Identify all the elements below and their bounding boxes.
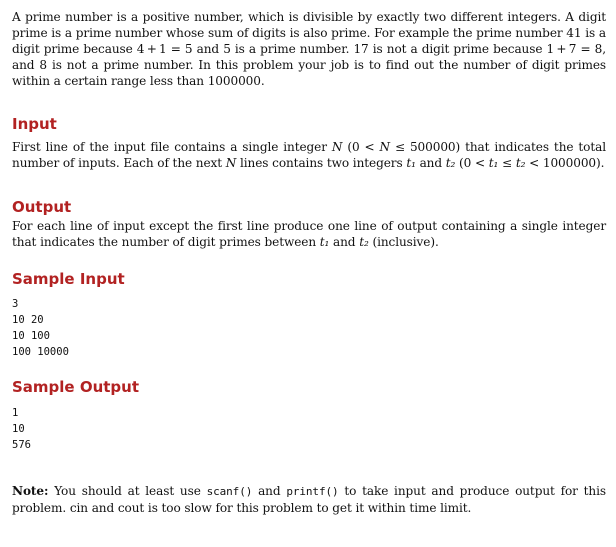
note-label: Note: [12,484,49,498]
code-printf: printf() [286,485,339,498]
var-t2: t₂ [445,156,456,170]
input-text-e: and [415,156,446,170]
output-text-b: and [329,235,360,249]
output-text-c: (inclusive). [368,235,439,249]
input-text-d: lines contains two integers [236,156,407,170]
input-text-f: (0 < [455,156,489,170]
output-heading: Output [12,198,72,216]
output-description [12,218,606,250]
sample-input-block: 3 10 20 10 100 100 10000 [12,298,69,358]
input-text-g: ≤ [498,156,516,170]
input-text-a: First line of the input file contains a single integer [12,140,332,154]
note-text-b: and [252,484,287,498]
var-t1: t₁ [406,156,416,170]
note-paragraph [12,483,606,516]
sample-output-heading: Sample Output [12,378,140,396]
var-t2: t₂ [515,156,526,170]
input-text-c: ≤ 500000) that indicates the total number of inputs. Each of the next [12,140,606,170]
note-text-c: to take input and produce output for this problem. cin and cout is too slow for this problem to get it within time limit. [12,484,606,515]
sample-output-block: 1 10 576 [12,407,31,451]
input-text-b: (0 < [342,140,380,154]
output-text-a: For each line of input except the first line produce one line of output containing a single integer that indicates the number of digit primes between [12,219,606,249]
var-t1: t₁ [488,156,499,170]
var-n: N [225,156,237,170]
var-n: N [331,140,343,154]
input-heading: Input [12,115,57,133]
var-t2: t₂ [359,235,369,249]
note-text-a: You should at least use [48,484,207,498]
intro-paragraph: A prime number is a positive number, which is divisible by exactly two different integers. A digit prime is a prime number whose sum of digits is also prime. For example the prime number 41 is a digit prime because 4 + 1 = 5 and 5 is a prime number. 17 is not a digit prime because 1 + 7 = 8, and 8 is not a prime number. In this problem your job is to find out the number of digit primes within a certain range less than 1000000. [12,10,606,88]
code-scanf: scanf() [206,485,253,498]
var-n: N [379,140,390,154]
sample-input-heading: Sample Input [12,270,125,288]
input-description [12,139,606,171]
var-t1: t₁ [319,235,330,249]
input-text-h: < 1000000). [525,156,605,170]
